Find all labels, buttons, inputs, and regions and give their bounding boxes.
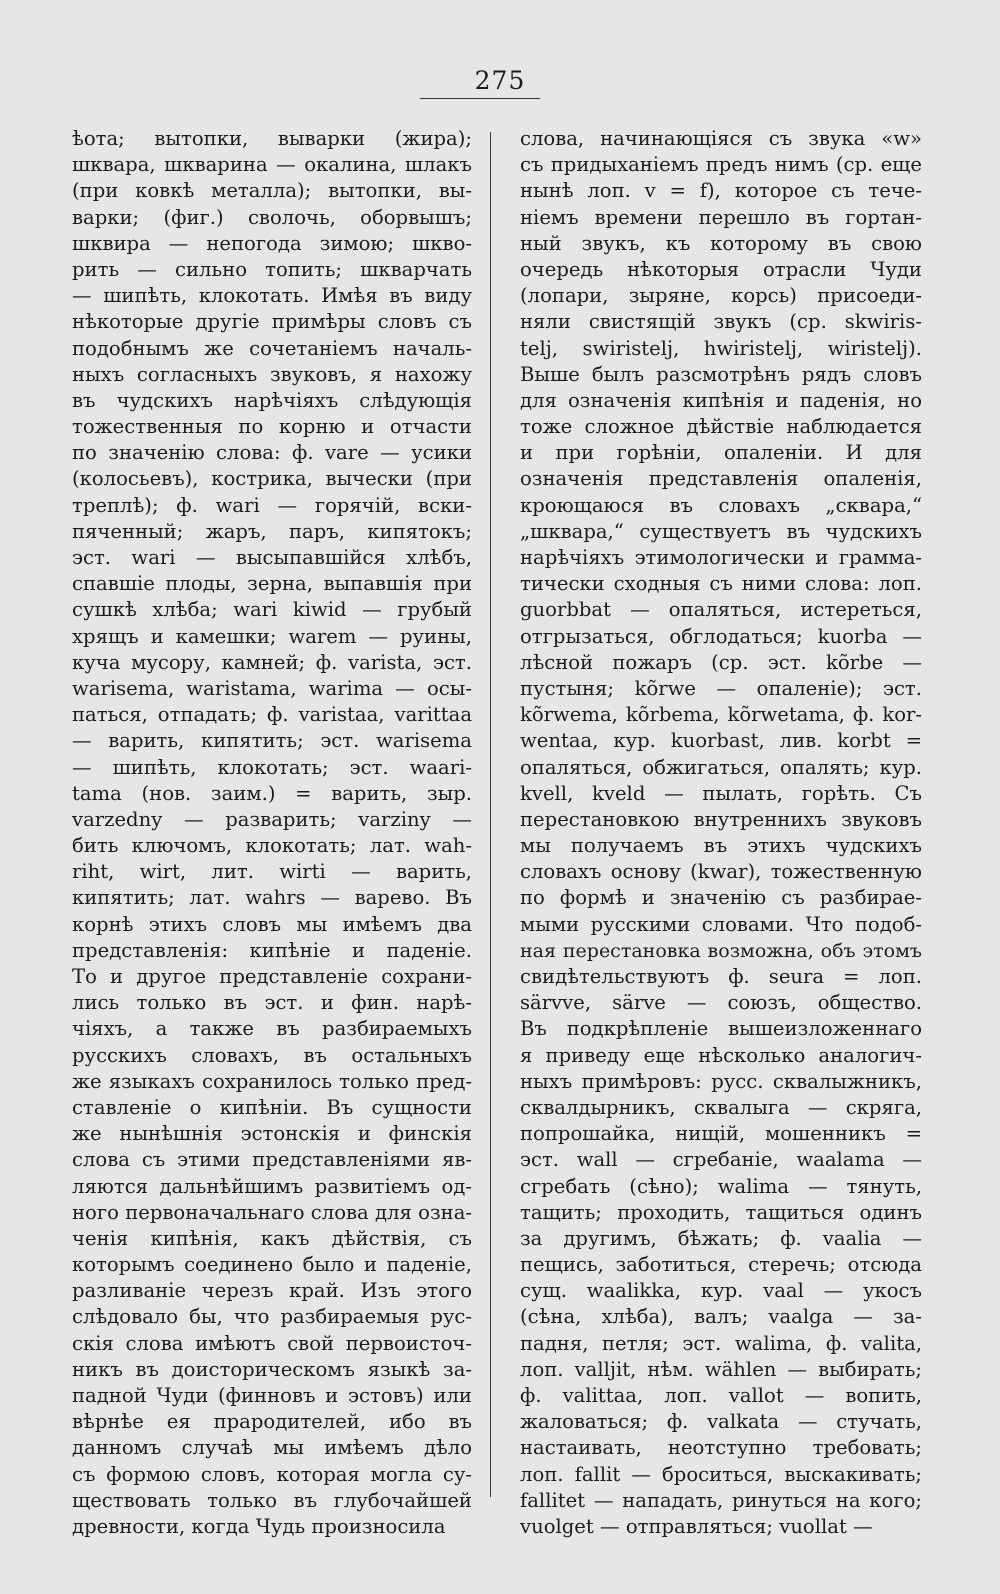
text-line: я приведу еще нѣсколько аналогич-: [520, 1043, 922, 1067]
text-line: кипятить; лат. wahrs — варево. Въ: [72, 886, 472, 910]
text-line: нѣкоторые другіе примѣры словъ съ: [72, 310, 472, 334]
text-line: никъ въ доисторическомъ языкѣ за-: [72, 1357, 472, 1381]
text-line: telj, swiristelj, hwiristelj, wiristelj).: [520, 336, 922, 360]
text-line: нарѣчіяхъ этимологически и грамма-: [520, 546, 922, 569]
text-line: няли свистящій звукъ (ср. skwiris-: [520, 310, 922, 334]
text-line: Въ подкрѣпленіе вышеизложеннаго: [520, 1017, 922, 1041]
text-line: разливаніе черезъ край. Изъ этого: [72, 1279, 472, 1303]
text-line: (при ковкѣ металла); вытопки, вы-: [72, 179, 472, 203]
text-line: — варить, кипятить; эст. warisema: [72, 729, 472, 753]
text-line: по формѣ и значенію съ разбирае-: [520, 886, 922, 910]
text-line: пещись, заботиться, стеречь; отсюда: [520, 1253, 922, 1277]
text-line: слова съ этими представленіями яв-: [72, 1148, 472, 1172]
text-line: тически сходныя съ ними слова: лоп.: [520, 572, 922, 596]
text-line: перестановкою внутреннихъ звуковъ: [520, 807, 922, 831]
text-line: warisema, waristama, warima — осы-: [72, 676, 472, 700]
text-line: попрошайка, нищій, мошенникъ =: [520, 1122, 922, 1146]
text-line: нынѣ лоп. v = f), которое съ тече-: [520, 179, 922, 203]
text-line: мы получаемъ въ этихъ чудскихъ: [520, 834, 922, 858]
text-line: настаивать, неотступно требовать;: [520, 1436, 922, 1460]
text-line: чіяхъ, а также въ разбираемыхъ: [72, 1017, 472, 1041]
text-line: fallitet — нападать, ринуться на кого;: [520, 1488, 922, 1512]
text-line: падня, петля; эст. walima, ф. valita,: [520, 1331, 922, 1355]
text-line: kvell, kveld — пылать, горѣть. Съ: [520, 781, 922, 805]
text-line: пустыня; kõrwe — опаленіе); эст.: [520, 676, 922, 700]
text-line: слѣдовало бы, что разбираемыя рус-: [72, 1305, 472, 1329]
text-line: мыми русскими словами. Что подоб-: [520, 912, 922, 936]
text-line: Выше былъ разсмотрѣнъ рядъ словъ: [520, 362, 922, 386]
text-line: которымъ соединено было и паденіе,: [72, 1253, 472, 1277]
text-line: vuolget — отправляться; vuollat —: [520, 1514, 873, 1538]
text-line: данномъ случаѣ мы имѣемъ дѣло: [72, 1436, 472, 1460]
text-line: ніемъ времени перешло въ гортан-: [520, 205, 922, 229]
text-line: жаловаться; ф. valkata — стучать,: [520, 1410, 922, 1434]
text-line: варки; (фиг.) сволочь, оборвышъ;: [72, 205, 472, 229]
text-line: куча мусору, камней; ф. varista, эст.: [72, 650, 472, 674]
text-line: слова, начинающіяся съ звука «w»: [520, 127, 922, 150]
text-line: съ придыханіемъ предъ нимъ (ср. еще: [520, 153, 922, 177]
text-line: тащить; проходить, тащиться одинъ: [520, 1200, 922, 1224]
left-text-column: [72, 126, 472, 1540]
text-line: ченія кипѣнія, какъ дѣйствія, съ: [72, 1226, 472, 1250]
text-line: (сѣна, хлѣба), валъ; vaalga — за-: [520, 1305, 922, 1329]
text-line: по значенію слова: ф. vare — усики: [72, 441, 472, 465]
text-line: riht, wirt, лит. wirti — варить,: [72, 860, 472, 884]
text-line: сущ. waalikka, кур. vaal — укосъ: [520, 1279, 922, 1303]
text-line: ф. valittaa, лоп. vallot — вопить,: [520, 1384, 922, 1407]
text-line: ный звукъ, къ которому въ свою: [520, 231, 922, 255]
text-line: русскихъ словахъ, въ остальныхъ: [72, 1043, 472, 1067]
text-line: кроющаюся въ словахъ „сквара,“: [520, 493, 922, 517]
text-line: varzedny — разварить; varziny —: [72, 807, 472, 831]
text-line: бить ключомъ, клокотать; лат. wah-: [72, 834, 472, 858]
text-line: для означенія кипѣнія и паденія, но: [520, 388, 922, 412]
text-line: хрящъ и камешки; warem — руины,: [72, 624, 472, 648]
text-line: отгрызаться, обглодаться; kuorba —: [520, 624, 922, 648]
text-line: вѣрнѣе ея прародителей, ибо въ: [72, 1410, 472, 1434]
text-line: же нынѣшнія эстонскія и финскія: [72, 1122, 472, 1146]
text-line: падной Чуди (финновъ и эстовъ) или: [72, 1384, 472, 1407]
text-line: лѣсной пожаръ (ср. эст. kõrbe —: [520, 650, 922, 674]
text-line: шквара, шкварина — окалина, шлакъ: [72, 153, 472, 177]
text-line: ныхъ примѣровъ: русс. сквалыжникъ,: [520, 1069, 922, 1093]
text-line: пяченный; жаръ, паръ, кипятокъ;: [72, 519, 472, 543]
text-line: древности, когда Чудь произносила: [72, 1514, 446, 1538]
text-line: ставленіе о кипѣніи. Въ сущности: [72, 1095, 472, 1119]
text-line: tama (нов. заим.) = варить, зыр.: [72, 781, 472, 805]
text-line: ществовать только въ глубочайшей: [72, 1488, 472, 1512]
text-line: ного первоначальнаго слова для озна-: [72, 1200, 472, 1224]
text-line: очередь нѣкоторыя отрасли Чуди: [520, 257, 922, 281]
text-line: означенія представленія опаленія,: [520, 467, 922, 491]
text-line: wentaa, кур. kuorbast, лив. korbt =: [520, 729, 922, 753]
text-line: särvve, särve — союзъ, общество.: [520, 991, 922, 1015]
text-line: „шквара,“ существуетъ въ чудскихъ: [520, 519, 922, 543]
text-line: ная перестановка возможна, объ этомъ: [520, 939, 922, 962]
text-line: сгребать (сѣно); walima — тянуть,: [520, 1174, 922, 1198]
text-line: паться, отпадать; ф. varistaa, varittaa: [72, 703, 472, 727]
text-line: спавшіе плоды, зерна, выпавшія при: [72, 572, 472, 596]
text-line: эст. wari — высыпавшійся хлѣбъ,: [72, 546, 472, 569]
text-line: съ формою словъ, которая могла су-: [72, 1462, 472, 1486]
text-line: ѣота; вытопки, выварки (жира);: [72, 127, 472, 150]
text-line: тожественныя по корню и отчасти: [72, 415, 472, 439]
page-number: 275: [474, 66, 526, 95]
text-line: (колосьевъ), кострика, вычески (при: [72, 467, 472, 491]
text-line: — шипѣть, клокотать. Имѣя въ виду: [72, 284, 472, 308]
text-line: То и другое представленіе сохрани-: [72, 965, 472, 988]
text-line: guorbbat — опаляться, истереться,: [520, 598, 922, 622]
text-line: свидѣтельствуютъ ф. seura = лоп.: [520, 965, 922, 988]
text-line: эст. wall — сгребаніе, waalama —: [520, 1148, 922, 1172]
text-line: скія слова имѣютъ свой первоисточ-: [72, 1331, 472, 1355]
text-line: сквалдырникъ, сквалыга — скряга,: [520, 1095, 922, 1119]
text-line: корнѣ этихъ словъ мы имѣемъ два: [72, 912, 472, 936]
text-line: представленія: кипѣніе и паденіе.: [72, 938, 472, 962]
column-divider: [490, 132, 491, 1497]
text-line: шквира — непогода зимою; шкво-: [72, 231, 472, 255]
text-line: подобнымъ же сочетаніемъ началь-: [72, 336, 472, 360]
header-rule: [420, 98, 540, 99]
text-line: опаляться, обжигаться, опалять; кур.: [520, 755, 922, 779]
text-line: лоп. valljit, нѣм. wählen — выбирать;: [520, 1357, 922, 1381]
text-line: въ чудскихъ нарѣчіяхъ слѣдующія: [72, 388, 472, 412]
text-line: за другимъ, бѣжать; ф. vaalia —: [520, 1226, 922, 1250]
right-text-column: [520, 126, 922, 1540]
text-line: треплѣ); ф. wari — горячій, вски-: [72, 493, 472, 517]
text-line: ныхъ согласныхъ звуковъ, я нахожу: [72, 362, 472, 386]
text-line: словахъ основу (kwar), тожественную: [520, 860, 922, 884]
text-line: сушкѣ хлѣба; wari kiwid — грубый: [72, 598, 472, 622]
text-line: ляются дальнѣйшимъ развитіемъ од-: [72, 1174, 472, 1198]
text-line: рить — сильно топить; шкварчать: [72, 257, 472, 281]
text-line: лоп. fallit — броситься, выскакивать;: [520, 1462, 922, 1486]
text-line: лись только въ эст. и фин. нарѣ-: [72, 991, 472, 1015]
text-line: и при горѣніи, опаленіи. И для: [520, 441, 922, 465]
text-line: (лопари, зыряне, корсь) присоеди-: [520, 284, 922, 308]
text-line: kõrwema, kõrbema, kõrwetama, ф. kor-: [520, 703, 922, 727]
text-line: тоже сложное дѣйствіе наблюдается: [520, 415, 922, 439]
text-line: же языкахъ сохранилось только пред-: [72, 1069, 472, 1093]
text-line: — шипѣть, клокотать; эст. waari-: [72, 755, 472, 779]
